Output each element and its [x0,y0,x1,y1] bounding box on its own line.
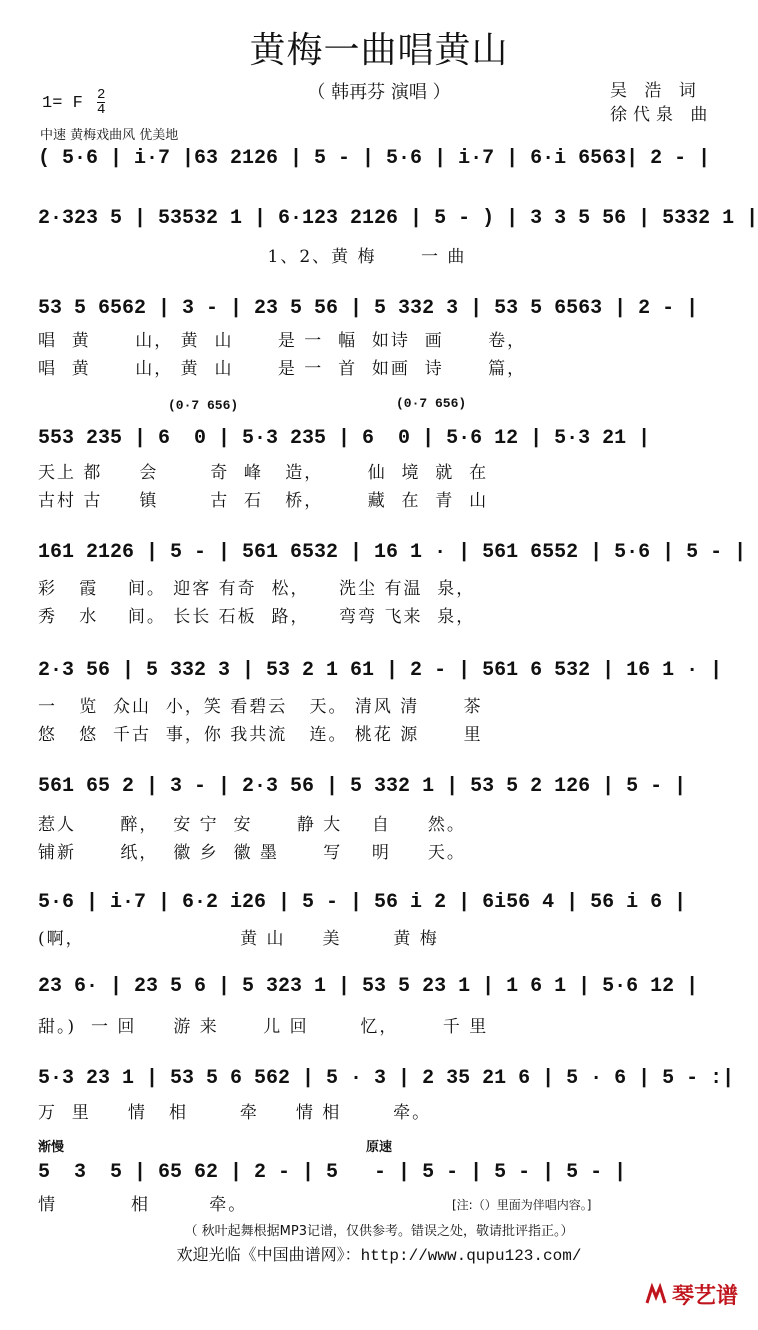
notation-line-3: 53 5 6562 | 3 - | 23 5 56 | 5 332 3 | 53 5 6563 | 2 - | [38,297,699,320]
tempo-marker-a-tempo: 原速 [366,1140,393,1155]
lyrics-line-3a: 唱 黄 山， 黄 山 是 一 幅 如诗 画 卷， [38,331,527,351]
lyrics-line-6a: 一 览 众山 小，笑 看碧云 天。 清风 清 茶 [38,697,483,717]
lyrics-line-9a: 甜。) 一 回 游 来 儿 回 忆， 千 里 [38,1017,489,1037]
lyrics-line-4a: 天上 都 会 奇 峰 造， 仙 境 就 在 [38,463,489,483]
lyrics-line-4b: 古村 古 镇 古 石 桥， 藏 在 青 山 [38,491,489,511]
lyrics-line-5a: 彩 霞 间。 迎客 有奇 松， 洗尘 有温 泉， [38,579,476,599]
lyrics-line-3b: 唱 黄 山， 黄 山 是 一 首 如画 诗 篇， [38,359,527,379]
accompaniment-intro-2: (0·7 656) [396,396,467,411]
key-label: 1= F [42,93,83,113]
singer-credit: （ 韩再芬 演唱 ） [307,82,451,103]
lyrics-line-11a: 情 相 牵。 [38,1195,248,1215]
tempo-marker-ritardando: 渐慢 [38,1140,65,1155]
piano-logo-icon [644,1283,668,1307]
lyricist-credit: 吴 浩 词 [610,81,702,101]
lyrics-line-10a: 万 里 情 相 牵 情 相 牵。 [38,1103,432,1123]
brand-logo [644,1279,738,1310]
transcription-notice: （ 秋叶起舞根据MP3记谱，仅供参考。错误之处，敬请批评指正。） [184,1224,574,1239]
lyrics-line-7b: 铺新 纸， 徽 乡 徽 墨 写 明 天。 [38,843,466,863]
lyrics-line-5b: 秀 水 间。 长长 石板 路， 弯弯 飞来 泉， [38,607,476,627]
tempo-marking: 中速 黄梅戏曲风 优美地 [40,128,179,143]
notation-line-1: ( 5·6 | i·7 |63 2126 | 5 - | 5·6 | i·7 | 6·i 6563| 2 - | [38,147,711,170]
time-top: 2 [97,87,106,103]
notation-line-7: 561 65 2 | 3 - | 2·3 56 | 5 332 1 | 53 5 2 126 | 5 - | [38,775,687,798]
site-welcome: 欢迎光临《中国曲谱网》：http://www.qupu123.com/ [176,1247,582,1265]
notation-line-5: 161 2126 | 5 - | 561 6532 | 16 1 · | 561 6552 | 5·6 | 5 - | [38,541,747,564]
notation-line-8: 5·6 | i·7 | 6·2 i26 | 5 - | 56 i 2 | 6i56 4 | 56 i 6 | [38,891,687,914]
accompaniment-intro-1: (0·7 656) [168,398,239,413]
lyrics-line-2a: 1、2、黄 梅 一 曲 [38,247,467,267]
brand-name: 琴艺谱 [671,1284,738,1309]
notation-line-10: 5·3 23 1 | 53 5 6 562 | 5 · 3 | 2 35 21 6 | 5 · 6 | 5 - :| [38,1067,735,1090]
lyrics-line-7a: 惹人 醉， 安 宁 安 静 大 自 然。 [38,815,466,835]
lyrics-line-8a: (啊， 黄 山 美 黄 梅 [38,929,439,949]
lyrics-line-6b: 悠 悠 千古 事，你 我共流 连。 桃花 源 里 [38,725,483,745]
time-bottom: 4 [97,102,106,118]
song-title: 黄梅一曲唱黄山 [249,30,509,71]
notation-line-2: 2·323 5 | 53532 1 | 6·123 2126 | 5 - ) | 3 3 5 56 | 5332 1 | [38,207,758,230]
composer-credit: 徐代泉 曲 [610,105,714,125]
notation-line-6: 2·3 56 | 5 332 3 | 53 2 1 61 | 2 - | 561 6 532 | 16 1 · | [38,659,723,682]
notation-line-9: 23 6· | 23 5 6 | 5 323 1 | 53 5 23 1 | 1 6 1 | 5·6 12 | [38,975,699,998]
key-signature [42,88,105,117]
accompaniment-note: [注:（）里面为伴唱内容。] [452,1198,592,1212]
notation-line-4: 553 235 | 6 0 | 5·3 235 | 6 0 | 5·6 12 | 5·3 21 | [38,427,651,450]
notation-line-11: 5 3 5 | 65 62 | 2 - | 5 - | 5 - | 5 - | 5 - | [38,1161,627,1184]
